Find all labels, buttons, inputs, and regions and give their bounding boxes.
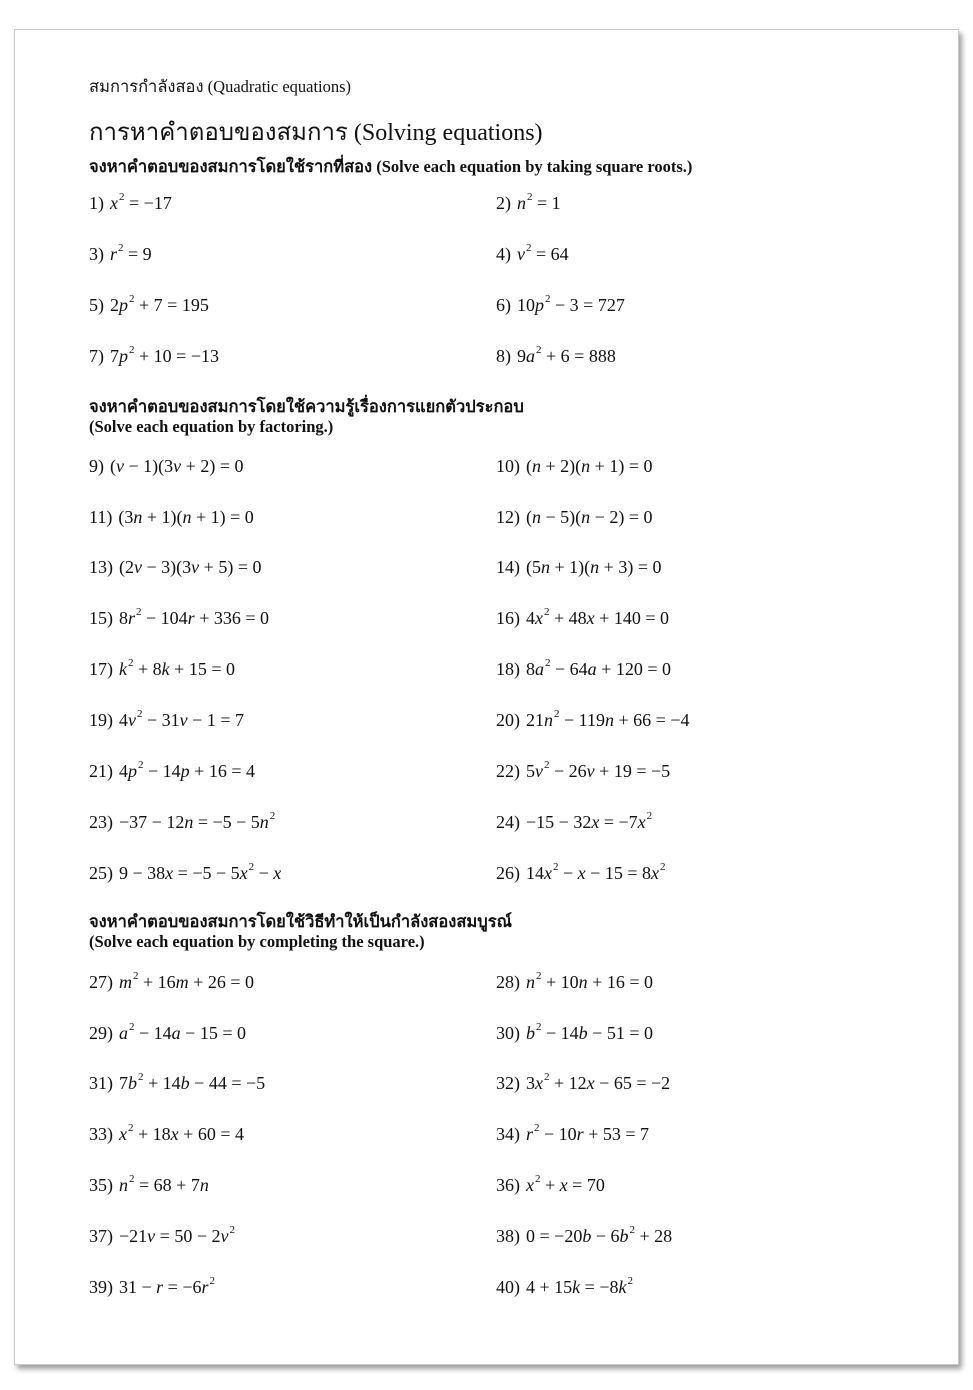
problem-equation: (v − 1)(3v + 2) = 0 (110, 456, 244, 476)
problem-item (89, 1022, 246, 1044)
problem-equation: $r^2 = 9$ (110, 242, 152, 264)
problem-number: 36) (496, 1175, 520, 1195)
problem-item (89, 556, 261, 578)
problem-equation: $x^2 + 18x + 60 = 4$ (119, 1122, 244, 1144)
problem-item (496, 760, 670, 782)
problem-item (89, 811, 275, 833)
problem-number: 16) (496, 608, 520, 628)
problem-item (496, 243, 569, 265)
problem-number: 29) (89, 1023, 113, 1043)
section-heading-english: (Solve each equation by taking square roots.) (376, 157, 693, 176)
section-heading-english: (Solve each equation by factoring.) (89, 417, 334, 436)
problem-equation: $v^2 = 64$ (517, 242, 569, 264)
problem-item (89, 243, 152, 265)
problem-item (496, 1072, 670, 1094)
problem-equation: (2v − 3)(3v + 5) = 0 (119, 557, 262, 577)
problem-number: 12) (496, 507, 520, 527)
problem-equation: $n^2 = 1$ (517, 191, 561, 213)
subject-english: (Quadratic equations) (207, 77, 352, 96)
problem-number: 13) (89, 557, 113, 577)
problem-number: 3) (89, 244, 104, 264)
problem-equation: (3n + 1)(n + 1) = 0 (118, 507, 254, 527)
problem-item (496, 192, 561, 214)
problem-number: 27) (89, 972, 113, 992)
problem-number: 24) (496, 812, 520, 832)
problem-item (89, 971, 254, 993)
problem-item (89, 607, 269, 629)
problem-number: 8) (496, 346, 511, 366)
problem-equation: (5n + 1)(n + 3) = 0 (526, 557, 662, 577)
problem-number: 17) (89, 659, 113, 679)
subject-thai: สมการกำลังสอง (89, 77, 204, 96)
problem-equation: $x^2 = -17$ (110, 191, 172, 213)
problem-number: 15) (89, 608, 113, 628)
problem-item (89, 1276, 215, 1298)
problem-number: 5) (89, 295, 104, 315)
problem-equation: $21n^2 - 119n + 66 = -4$ (526, 708, 690, 730)
section-heading-thai: จงหาคำตอบของสมการโดยใช้ความรู้เรื่องการแยกตัวประกอบ (89, 397, 524, 416)
problem-equation: $2p^2 + 7 = 195$ (110, 293, 209, 315)
problem-equation: $-37 - 12n = -5 - 5n^2$ (119, 810, 276, 832)
section-heading-english: (Solve each equation by completing the square.) (89, 932, 425, 951)
problem-number: 10) (496, 456, 520, 476)
problem-equation: $31 - r = -6r^2$ (119, 1275, 215, 1297)
problem-item (496, 862, 665, 884)
problem-number: 19) (89, 710, 113, 730)
problem-equation: $x^2 + x = 70$ (526, 1173, 605, 1195)
problem-number: 2) (496, 193, 511, 213)
title-thai: การหาคำตอบของสมการ (89, 120, 348, 146)
problem-equation: $0 = -20b - 6b^2 + 28$ (526, 1224, 673, 1246)
problem-number: 23) (89, 812, 113, 832)
problem-equation: $14x^2 - x - 15 = 8x^2$ (526, 861, 666, 883)
problem-item (89, 455, 243, 477)
problem-equation: $9a^2 + 6 = 888$ (517, 344, 616, 366)
problem-item (496, 658, 671, 680)
problem-equation: $8a^2 - 64a + 120 = 0$ (526, 657, 671, 679)
problem-number: 40) (496, 1277, 520, 1297)
problem-item (89, 1123, 244, 1145)
problem-number: 34) (496, 1124, 520, 1144)
worksheet-subject (89, 74, 351, 100)
problem-item (496, 1022, 653, 1044)
problem-item (496, 506, 652, 528)
problem-item (89, 192, 172, 214)
problem-item (496, 607, 669, 629)
problem-item (496, 345, 616, 367)
problem-equation: $3x^2 + 12x - 65 = -2$ (526, 1071, 671, 1093)
problem-item (496, 971, 653, 993)
problem-item (496, 1123, 649, 1145)
problem-item (496, 1174, 605, 1196)
problem-item (496, 709, 689, 731)
problem-number: 11) (89, 507, 113, 527)
problem-equation: $4x^2 + 48x + 140 = 0$ (526, 606, 669, 628)
problem-number: 18) (496, 659, 520, 679)
problem-item (89, 1225, 235, 1247)
problem-equation: $4p^2 - 14p + 16 = 4$ (119, 759, 255, 781)
problem-item (496, 1225, 672, 1247)
problem-number: 26) (496, 863, 520, 883)
section-2-subheading (89, 417, 333, 437)
title-english: (Solving equations) (353, 120, 543, 146)
problem-item (89, 1072, 265, 1094)
problem-number: 21) (89, 761, 113, 781)
problem-equation: $10p^2 - 3 = 727$ (517, 293, 625, 315)
problem-number: 25) (89, 863, 113, 883)
problem-number: 14) (496, 557, 520, 577)
problem-equation: $b^2 - 14b - 51 = 0$ (526, 1021, 653, 1043)
problem-item (89, 760, 255, 782)
problem-number: 9) (89, 456, 104, 476)
problem-number: 7) (89, 346, 104, 366)
problem-number: 30) (496, 1023, 520, 1043)
problem-number: 1) (89, 193, 104, 213)
problem-equation: $-21v = 50 - 2v^2$ (119, 1224, 235, 1246)
worksheet-page (14, 29, 959, 1365)
problem-equation: (n − 5)(n − 2) = 0 (526, 507, 653, 527)
problem-equation: $r^2 - 10r + 53 = 7$ (526, 1122, 649, 1144)
section-heading-thai: จงหาคำตอบของสมการโดยใช้รากที่สอง (89, 157, 373, 176)
problem-number: 6) (496, 295, 511, 315)
problem-item (89, 294, 209, 316)
section-1-heading (89, 154, 692, 180)
section-heading-thai: จงหาคำตอบของสมการโดยใช้วิธีทำให้เป็นกำลังสองสมบูรณ์ (89, 912, 512, 931)
problem-number: 33) (89, 1124, 113, 1144)
problem-item (89, 506, 254, 528)
problem-equation: $k^2 + 8k + 15 = 0$ (119, 657, 235, 679)
problem-equation: (n + 2)(n + 1) = 0 (526, 456, 653, 476)
problem-item (89, 1174, 209, 1196)
problem-equation: $n^2 = 68 + 7n$ (119, 1173, 209, 1195)
problem-equation: $7p^2 + 10 = -13$ (110, 344, 219, 366)
problem-equation: $a^2 - 14a - 15 = 0$ (119, 1021, 246, 1043)
problem-number: 38) (496, 1226, 520, 1246)
problem-item (89, 658, 235, 680)
problem-equation: $m^2 + 16m + 26 = 0$ (119, 970, 254, 992)
section-3-subheading (89, 932, 425, 952)
problem-item (496, 455, 652, 477)
problem-number: 31) (89, 1073, 113, 1093)
problem-number: 4) (496, 244, 511, 264)
problem-equation: $9 - 38x = -5 - 5x^2 - x$ (119, 861, 282, 883)
problem-number: 39) (89, 1277, 113, 1297)
problem-equation: $4v^2 - 31v - 1 = 7$ (119, 708, 244, 730)
problem-item (496, 1276, 633, 1298)
problem-equation: $5v^2 - 26v + 19 = -5$ (526, 759, 671, 781)
problem-equation: $n^2 + 10n + 16 = 0$ (526, 970, 653, 992)
problem-item (496, 811, 652, 833)
problem-number: 28) (496, 972, 520, 992)
problem-equation: $8r^2 - 104r + 336 = 0$ (119, 606, 269, 628)
problem-item (89, 345, 219, 367)
problem-number: 37) (89, 1226, 113, 1246)
problem-equation: $7b^2 + 14b - 44 = -5$ (119, 1071, 266, 1093)
problem-item (496, 294, 625, 316)
problem-item (496, 556, 661, 578)
problem-number: 22) (496, 761, 520, 781)
problem-number: 35) (89, 1175, 113, 1195)
problem-item (89, 709, 244, 731)
worksheet-title (89, 112, 543, 151)
problem-item (89, 862, 281, 884)
problem-number: 32) (496, 1073, 520, 1093)
problem-equation: $-15 - 32x = -7x^2$ (526, 810, 653, 832)
problem-equation: $4 + 15k = -8k^2$ (526, 1275, 633, 1297)
problem-number: 20) (496, 710, 520, 730)
